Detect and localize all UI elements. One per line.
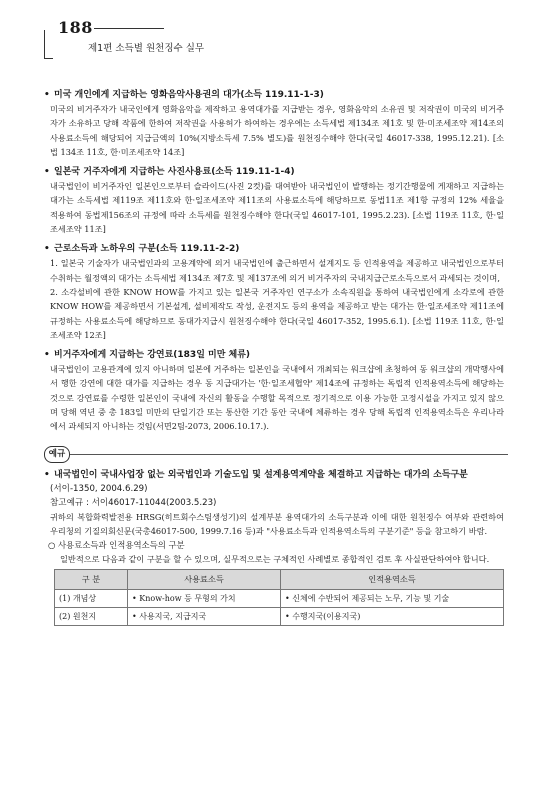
section-body: 미국의 비거주자가 내국인에게 영화음악을 제작하고 용역대가를 지급받는 경우, 영화음악의 소유권 및 저작권이 미국의 비거주자가 소유하고 당해 작품에 한하여 저작권을 사용허가 하여하는 경우에는 소득세법 제134조 제1호 및 한·미조세조약 제14조의 사용료소득에 해당되어 지급금액의 10%(지방소득세 7.5% 별도)를 원천징수해야 한다(국일 46017-338, 1995.12.21). [소법 134조 11호, 한·미조세조약 14조] [50,104,504,157]
example-bullet-body: 일반적으로 다음과 같이 구분을 할 수 있으며, 실무적으로는 구체적인 사례별로 종합적인 검토 후 사실판단하여야 합니다. [60,554,490,565]
divider-line [70,454,508,455]
table-cell: (1) 개념상 [55,590,128,608]
section-2 [44,165,504,236]
section-body: 내국법인이 비거주자인 일본인으로부터 슬라이드(사진 2컷)를 대여받아 내국법인이 발행하는 정기간행물에 게재하고 지급하는 대가는 소득세법 제119조 제11호와 한·일조세조약 제11조의 사용료소득에 해당하므로 동법11조 제1항 규정의 12% 세율을 적용하여 동법제156조의 규정에 따라 소득세를 원천징수해야 한다(국일 46017-101, 1995.2.23). [소법 119조 11호, 한·일조세조약 11조] [50,181,504,235]
table-cell: • 수행지국(이용지국) [281,608,504,626]
example-divider [44,442,504,464]
header-rule [94,28,164,29]
column-header: 인적용역소득 [281,570,504,590]
table-row [55,590,504,608]
example-bullet: ○ 사용료소득과 인적용역소득의 구분 [48,540,185,551]
income-classification-table [54,569,504,626]
table-cell: • Know-how 등 무형의 가치 [128,590,281,608]
section-3 [44,242,504,342]
page-number: 188 [58,18,93,37]
column-header: 구 분 [55,570,128,590]
table-cell: • 사용지국, 지급지국 [128,608,281,626]
page-header [44,18,530,58]
bullet-icon: • [44,469,50,480]
header-bracket [44,30,53,59]
table-row [55,608,504,626]
list-item: 1. 일본국 기술자가 내국법인과의 고용계약에 의거 내국법인에 출근하면서 설계지도 등 인적용역을 제공하고 내국법인으로부터 수취하는 월정액의 대가는 소득세법 제134조 제7호 및 제137조에 의거 비거주자의 국내지급근로소득으로서 과세되는 것이며, [50,258,504,283]
section-title: 근로소득과 노하우의 구분(소득 119.11-2-2) [54,244,240,255]
bullet-icon: • [44,90,50,100]
example-body: 귀하의 복합화력발전용 HRSG(히트회수스팀생성기)의 설계부분 용역대가의 소득구분과 이에 대한 원천징수 여부와 관련하여 우리청의 기질의회신문(국총46017-500, 1999.7.16 등)과 "사용료소득과 인적용역소득의 구분기준" 등을 참고하기 바람. [50,511,504,536]
example-badge: 예규 [44,446,70,463]
section-title: 미국 개인에게 지급하는 영화음악사용권의 대가(소득 119.11-1-3) [54,90,324,100]
table-header-row [55,570,504,590]
example-ref: (서이-1350, 2004.6.29) [50,483,148,494]
table-cell: (2) 원천지 [55,608,128,626]
list-item: 2. 소각설비에 관한 KNOW HOW를 가지고 있는 일본국 거주자인 연구소가 소속직원을 통하여 내국법인에게 소각로에 관한 KNOW HOW를 제공하면서 기본설계, 설비제작도 작성, 운전지도 등의 용역을 제공하고 받는 대가는 한·일조세조약 제11조에 규정하는 사용료소득에 해당하므로 동대가지급시 원천징수해야 한다(국일 46017-352, 1995.6.1). [소법 119조 11호, 한·일조세조약 12조] [50,286,504,340]
page-body [44,88,504,626]
section-title: 비거주자에게 지급하는 강연료(183일 미만 체류) [54,350,251,361]
section-body: 내국법인이 고용관계에 있지 아니하며 일본에 거주하는 일본인을 국내에서 개최되는 워크샵에 초청하여 동 워크샵의 개막행사에서 행한 강연에 대한 대가를 지급하는 경우 동 지급대가는 '한·일조세협약' 제14조에 규정하는 독립적 인적용역소득에 해당하는 것으로 강연료를 수령한 일본인이 국내에 자신의 활동을 수행할 목적으로 정기적으로 이용 가능한 고정시설을 가지고 있지 않으며 당해 역년 중 총 183일 미만의 단일기간 또는 통산한 기간 동안 국내에 체류하는 경우 당해 독립적 인적용역소득은 우리나라에서 과세되지 아니하는 것임(서면2팀-2073, 2006.10.17.). [50,364,504,432]
column-header: 사용료소득 [128,570,281,590]
bullet-icon: • [44,167,50,178]
bullet-icon: • [44,244,50,255]
chapter-title: 제1편 소득별 원천징수 실무 [88,43,205,54]
numbered-list [44,256,504,342]
section-title: 일본국 거주자에게 지급하는 사진사용료(소득 119.11-1-4) [54,167,295,178]
bullet-icon: • [44,350,50,361]
example-title: 내국법인이 국내사업장 없는 외국법인과 기술도입 및 설계용역계약을 체결하고 지급하는 대가의 소득구분 [54,469,468,480]
section-1 [44,88,504,159]
reference-ruling: 참고예규 : 서이46017-11044(2003.5.23) [50,497,217,508]
table-cell: • 신체에 수반되어 제공되는 노무, 기능 및 기술 [281,590,504,608]
section-4 [44,348,504,433]
